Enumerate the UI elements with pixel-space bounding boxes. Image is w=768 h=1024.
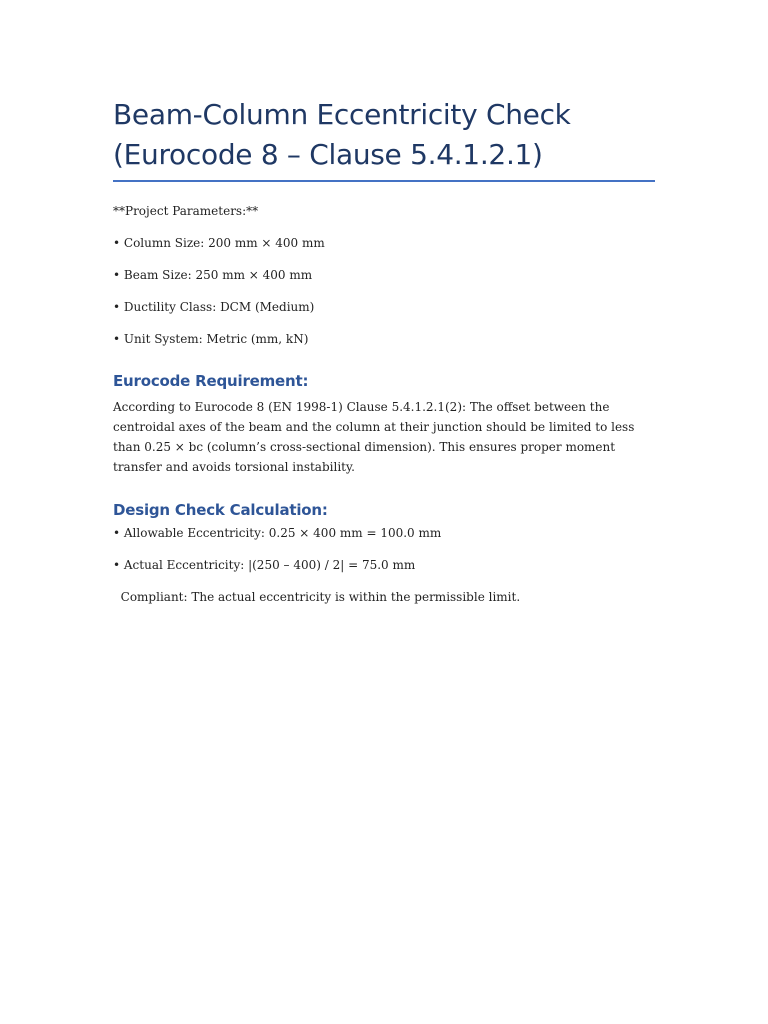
title-line-1: Beam-Column Eccentricity Check: [113, 98, 571, 131]
parameter-beam-size: • Beam Size: 250 mm × 400 mm: [113, 268, 313, 282]
document-page: [113, 0, 655, 607]
document-title: [113, 0, 655, 175]
title-underline: [113, 180, 655, 182]
calc-allowable-eccentricity: • Allowable Eccentricity: 0.25 × 400 mm = 100.0 mm: [113, 526, 442, 540]
calculation-heading: Design Check Calculation:: [113, 501, 328, 519]
requirement-paragraph: According to Eurocode 8 (EN 1998-1) Clause 5.4.1.2.1(2): The offset between the centroidal axes of the beam and the column at their junction should be limited to less than 0.25 × bc (column’s cross-sectional dimension). This ensures proper moment transfer and avoids torsional instability.: [113, 400, 639, 474]
calc-actual-eccentricity: • Actual Eccentricity: |(250 – 400) / 2| = 75.0 mm: [113, 558, 416, 572]
compliance-result: Compliant: The actual eccentricity is within the permissible limit.: [113, 590, 521, 604]
title-line-2: (Eurocode 8 – Clause 5.4.1.2.1): [113, 138, 543, 171]
parameter-column-size: • Column Size: 200 mm × 400 mm: [113, 236, 325, 250]
requirement-heading: Eurocode Requirement:: [113, 372, 309, 390]
project-parameters-label: **Project Parameters:**: [113, 204, 259, 218]
parameter-unit-system: • Unit System: Metric (mm, kN): [113, 332, 309, 346]
parameter-ductility-class: • Ductility Class: DCM (Medium): [113, 300, 315, 314]
